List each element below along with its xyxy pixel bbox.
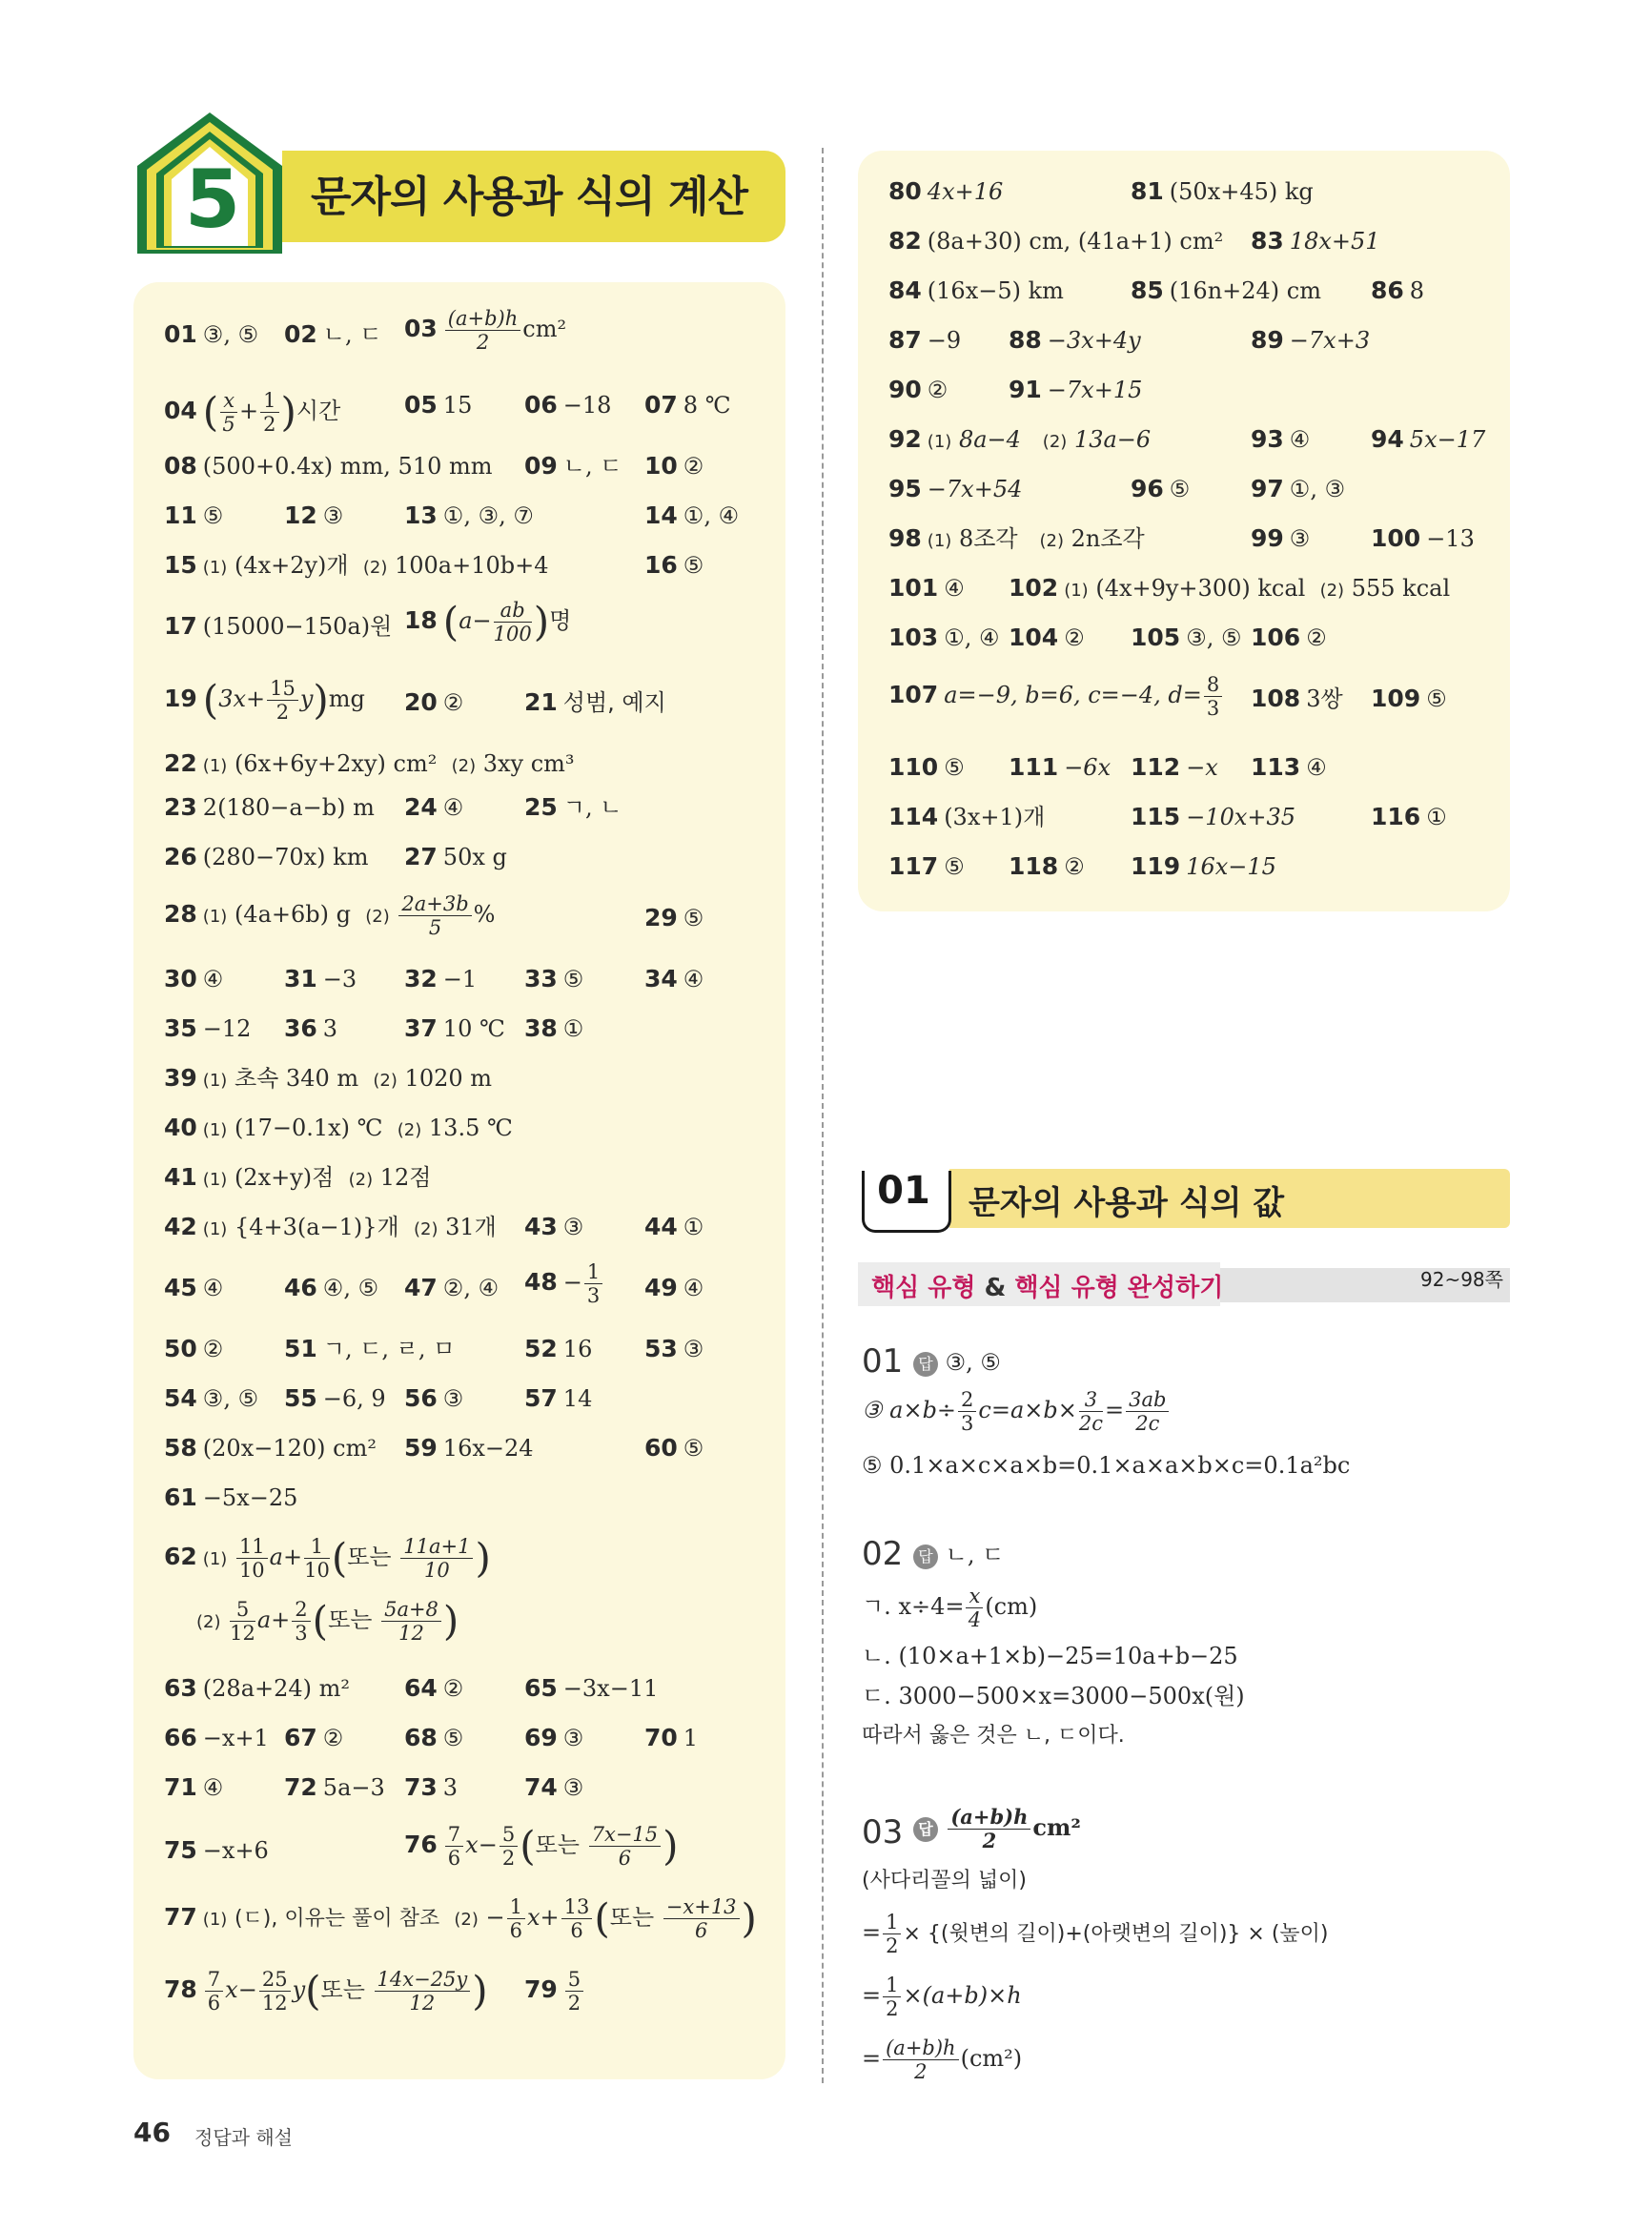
answer-item: 22 (1) (6x+6y+2xy) cm² (2) 3xy cm³ xyxy=(164,749,575,777)
answer-item: 15 (1) (4x+2y)개 (2) 100a+10b+4 xyxy=(164,551,549,579)
answer-item: 05 15 xyxy=(404,391,473,419)
solution-line: = $\frac{(a+b)h}{2}$ (cm²) xyxy=(862,2036,1023,2083)
answer-item: 71 ④ xyxy=(164,1773,224,1801)
answer-item: 26 (280−70x) km xyxy=(164,843,369,870)
answer-item: 89 −7x+3 xyxy=(1251,326,1371,354)
answer-item: 99 ③ xyxy=(1251,524,1311,552)
solution-answer: 답 ㄴ, ㄷ xyxy=(913,1541,1004,1569)
answer-item: 30 ④ xyxy=(164,965,224,992)
answer-item: 117 ⑤ xyxy=(888,852,965,880)
solution-line: ⑤ 0.1×a×c×a×b=0.1×a×a×b×c=0.1a²bc xyxy=(862,1452,1351,1479)
answer-item: 81 (50x+45) kg xyxy=(1131,177,1314,205)
solution-line: ③ a×b÷ $\frac{2}{3}$ c=a×b× $\frac{3}{2c}$ = $\frac{3ab}{2c}$ xyxy=(862,1388,1171,1435)
answer-item: 19 (3x+ $\frac{15}{2}$ y)mg xyxy=(164,676,365,724)
answer-item: 12 ③ xyxy=(284,501,344,529)
answer-item: 83 18x+51 xyxy=(1251,227,1380,255)
answer-item: 95 −7x+54 xyxy=(888,475,1023,502)
answer-item: 44 ① xyxy=(644,1213,704,1240)
answer-item: 06 −18 xyxy=(524,391,612,419)
answer-item: 116 ① xyxy=(1371,803,1447,830)
answer-item: 47 ②, ④ xyxy=(404,1274,500,1301)
answer-item: 54 ③, ⑤ xyxy=(164,1384,259,1412)
answer-item: 87 −9 xyxy=(888,326,962,354)
answer-item: 20 ② xyxy=(404,688,464,716)
answer-item: 57 14 xyxy=(524,1384,593,1412)
answer-item: 103 ①, ④ xyxy=(888,624,1000,651)
answer-item: 59 16x−24 xyxy=(404,1434,534,1462)
answer-item: 49 ④ xyxy=(644,1274,704,1301)
answer-item: 76 $\frac{7}{6}$ x− $\frac{5}{2}$ (또는 $\frac{7x-15}{6}$ ) xyxy=(404,1822,679,1870)
answer-item: (2) $\frac{5}{12}$ a+ $\frac{2}{3}$ (또는 $\frac{5a+8}{12}$ ) xyxy=(196,1597,459,1645)
answer-badge-icon: 답 xyxy=(913,1545,938,1569)
answer-item: 52 16 xyxy=(524,1335,593,1362)
solution-number: 03 xyxy=(862,1813,904,1852)
answer-item: 75 −x+6 xyxy=(164,1836,269,1864)
answer-item: 74 ③ xyxy=(524,1773,584,1801)
answer-item: 04 ( $\frac{x}{5}$ + $\frac{1}{2}$ )시간 xyxy=(164,388,341,436)
answer-item: 31 −3 xyxy=(284,965,357,992)
answer-item: 43 ③ xyxy=(524,1213,584,1240)
answer-item: 72 5a−3 xyxy=(284,1773,385,1801)
answer-item: 79 $\frac{5}{2}$ xyxy=(524,1968,585,2015)
answer-item: 60 ⑤ xyxy=(644,1434,704,1462)
answer-item: 10 ② xyxy=(644,452,704,480)
answer-item: 78 $\frac{7}{6}$ x− $\frac{25}{12}$ y(또는 $\frac{14x-25y}{12}$ ) xyxy=(164,1967,488,2015)
answer-item: 33 ⑤ xyxy=(524,965,584,992)
answer-item: 38 ① xyxy=(524,1014,584,1042)
answer-item: 101 ④ xyxy=(888,574,965,602)
answer-item: 115 −10x+35 xyxy=(1131,803,1296,830)
solution-line: 따라서 옳은 것은 ㄴ, ㄷ이다. xyxy=(862,1724,1125,1748)
answer-item: 96 ⑤ xyxy=(1131,475,1191,502)
answer-item: 70 1 xyxy=(644,1724,699,1751)
answer-item: 63 (28a+24) m² xyxy=(164,1674,351,1702)
answer-item: 21 성범, 예지 xyxy=(524,688,666,716)
solution-line: (사다리꼴의 넓이) xyxy=(862,1869,1027,1892)
answer-item: 61 −5x−25 xyxy=(164,1483,298,1511)
answer-item: 02 ㄴ, ㄷ xyxy=(284,320,382,348)
solution-line: = $\frac{1}{2}$ × {(윗변의 길이)+(아랫변의 길이)} × (높이) xyxy=(862,1911,1329,1957)
section-number: 01 xyxy=(877,1169,930,1213)
answer-item: 42 (1) {4+3(a−1)}개 (2) 31개 xyxy=(164,1213,497,1240)
answer-item: 94 5x−17 xyxy=(1371,425,1486,453)
answer-item: 107 a=−9, b=6, c=−4, d= $\frac{8}{3}$ xyxy=(888,673,1224,720)
answer-item: 01 ③, ⑤ xyxy=(164,320,259,348)
section-title: 문자의 사용과 식의 값 xyxy=(969,1184,1285,1222)
answer-item: 50 ② xyxy=(164,1335,224,1362)
answer-item: 108 3쌍 xyxy=(1251,685,1343,712)
answer-item: 28 (1) (4a+6b) g (2) $\frac{2a+3b}{5}$ % xyxy=(164,892,496,939)
chapter-number: 5 xyxy=(184,153,241,246)
answer-item: 25 ㄱ, ㄴ xyxy=(524,793,622,821)
answer-badge-icon: 답 xyxy=(913,1817,938,1842)
answer-item: 114 (3x+1)개 xyxy=(888,803,1046,830)
answer-item: 112 −x xyxy=(1131,753,1218,781)
answer-item: 51 ㄱ, ㄷ, ㄹ, ㅁ xyxy=(284,1335,456,1362)
answer-item: 17 (15000−150a)원 xyxy=(164,612,393,640)
answer-item: 113 ④ xyxy=(1251,753,1327,781)
answer-item: 93 ④ xyxy=(1251,425,1311,453)
answer-item: 56 ③ xyxy=(404,1384,464,1412)
solution-line: ㄴ. (10×a+1×b)−25=10a+b−25 xyxy=(862,1643,1238,1669)
answer-item: 85 (16n+24) cm xyxy=(1131,276,1321,304)
answer-item: 40 (1) (17−0.1x) ℃ (2) 13.5 ℃ xyxy=(164,1114,513,1141)
answer-item: 53 ③ xyxy=(644,1335,704,1362)
solution-number: 01 xyxy=(862,1342,904,1381)
answer-item: 46 ④, ⑤ xyxy=(284,1274,379,1301)
solution-answer: 답 ③, ⑤ xyxy=(913,1348,1001,1377)
answer-item: 84 (16x−5) km xyxy=(888,276,1064,304)
answer-item: 73 3 xyxy=(404,1773,459,1801)
solution-number: 02 xyxy=(862,1535,904,1573)
answer-item: 45 ④ xyxy=(164,1274,224,1301)
answer-item: 68 ⑤ xyxy=(404,1724,464,1751)
answer-item: 98 (1) 8조각 (2) 2n조각 xyxy=(888,524,1145,552)
answer-item: 14 ①, ④ xyxy=(644,501,740,529)
answer-item: 65 −3x−11 xyxy=(524,1674,659,1702)
answer-item: 100 −13 xyxy=(1371,524,1475,552)
answer-item: 35 −12 xyxy=(164,1014,252,1042)
type-pages: 92~98쪽 xyxy=(1420,1268,1503,1291)
page-number: 46 xyxy=(133,2117,171,2148)
answer-item: 03 $\frac{(a+b)h}{2}$ cm² xyxy=(404,307,567,354)
answer-item: 07 8 ℃ xyxy=(644,391,731,419)
solution-line: ㄷ. 3000−500×x=3000−500x(원) xyxy=(862,1683,1245,1709)
answer-item: 97 ①, ③ xyxy=(1251,475,1346,502)
answer-item: 13 ①, ③, ⑦ xyxy=(404,501,534,529)
answer-item: 16 ⑤ xyxy=(644,551,704,579)
answer-badge-icon: 답 xyxy=(913,1352,938,1377)
answer-item: 92 (1) 8a−4 (2) 13a−6 xyxy=(888,425,1152,453)
answer-item: 29 ⑤ xyxy=(644,904,704,931)
answer-item: 69 ③ xyxy=(524,1724,584,1751)
answer-item: 58 (20x−120) cm² xyxy=(164,1434,377,1462)
answer-item: 27 50x g xyxy=(404,843,507,870)
answer-item: 36 3 xyxy=(284,1014,338,1042)
answer-item: 119 16x−15 xyxy=(1131,852,1276,880)
answer-item: 91 −7x+15 xyxy=(1009,376,1143,403)
answer-item: 32 −1 xyxy=(404,965,478,992)
answer-item: 67 ② xyxy=(284,1724,344,1751)
column-divider xyxy=(822,148,824,2083)
answer-item: 88 −3x+4y xyxy=(1009,326,1141,354)
answer-item: 39 (1) 초속 340 m (2) 1020 m xyxy=(164,1064,493,1092)
answer-item: 64 ② xyxy=(404,1674,464,1702)
answer-item: 111 −6x xyxy=(1009,753,1112,781)
answer-item: 37 10 ℃ xyxy=(404,1014,505,1042)
answer-item: 102 (1) (4x+9y+300) kcal (2) 555 kcal xyxy=(1009,574,1451,602)
answer-item: 118 ② xyxy=(1009,852,1085,880)
solution-line: ㄱ. x÷4= $\frac{x}{4}$ (cm) xyxy=(862,1585,1038,1631)
answer-item: 23 2(180−a−b) m xyxy=(164,793,375,821)
answer-item: 110 ⑤ xyxy=(888,753,965,781)
answer-item: 106 ② xyxy=(1251,624,1327,651)
chapter-title: 문자의 사용과 식의 계산 xyxy=(311,173,747,221)
answer-item: 34 ④ xyxy=(644,965,704,992)
answer-item: 104 ② xyxy=(1009,624,1085,651)
answer-item: 24 ④ xyxy=(404,793,464,821)
answer-item: 48 − $\frac{1}{3}$ xyxy=(524,1260,604,1307)
answer-item: 62 (1) $\frac{11}{10}$ a+ $\frac{1}{10}$ (또는 $\frac{11a+1}{10}$ ) xyxy=(164,1534,491,1582)
answer-item: 90 ② xyxy=(888,376,948,403)
answer-item: 55 −6, 9 xyxy=(284,1384,386,1412)
answer-item: 18 (a− $\frac{ab}{100}$ )명 xyxy=(404,598,572,645)
answer-item: 08 (500+0.4x) mm, 510 mm xyxy=(164,452,493,480)
answer-item: 77 (1) (ㄷ), 이유는 풀이 참조 (2) − $\frac{1}{6}$ x+ $\frac{13}{6}$ (또는 $\frac{-x+13}{6}$ ) xyxy=(164,1894,757,1942)
answer-item: 11 ⑤ xyxy=(164,501,224,529)
solution-line: = $\frac{1}{2}$ ×(a+b)×h xyxy=(862,1974,1022,2020)
answer-item: 109 ⑤ xyxy=(1371,685,1447,712)
answer-item: 105 ③, ⑤ xyxy=(1131,624,1242,651)
answer-item: 80 4x+16 xyxy=(888,177,1004,205)
footer-label: 정답과 해설 xyxy=(194,2126,293,2149)
answer-item: 09 ㄴ, ㄷ xyxy=(524,452,622,480)
answer-item: 86 8 xyxy=(1371,276,1425,304)
answer-item: 41 (1) (2x+y)점 (2) 12점 xyxy=(164,1163,432,1191)
type-label: 핵심 유형 & 핵심 유형 완성하기 xyxy=(871,1274,1224,1302)
answer-item: 82 (8a+30) cm, (41a+1) cm² xyxy=(888,227,1224,255)
answer-item: 66 −x+1 xyxy=(164,1724,269,1751)
solution-answer: 답 $\frac{(a+b)h}{2}$ cm² xyxy=(913,1806,1081,1852)
